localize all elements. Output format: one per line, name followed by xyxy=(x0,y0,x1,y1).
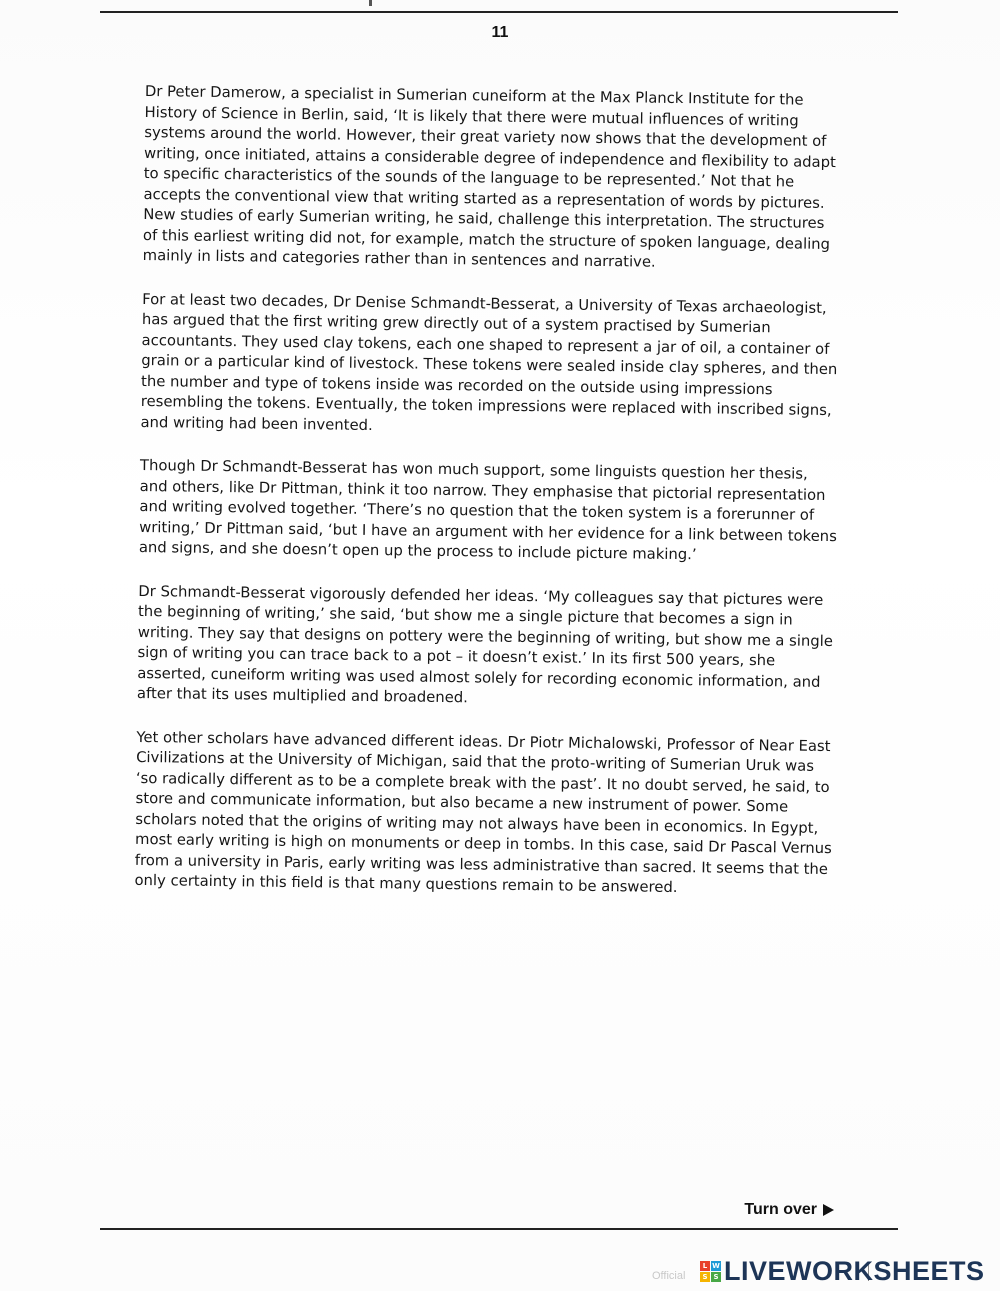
paragraph-damerow: Dr Peter Damerow, a specialist in Sumerian cuneiform at the Max Planck Institute for the History of Science in Berlin, said, ‘It is likely that there were mutual influences of writing systems around the world. However, their great variety now shows that the development of writing, once initiated, attains a considerable degree of independence and flexibility to adapt to specific characteristics of the sounds of the language to be represented.’ Not that he accepts the conventional view that writing started as a representation of words by pictures. New studies of early Sumerian writing, he said, challenge this interpretation. The structures of this earliest writing did not, for example, match the structure of spoken language, dealing mainly in lists and categories rather than in sentences and narrative. xyxy=(142,82,836,271)
footer-faint-text: Official xyxy=(652,1270,686,1282)
paragraph-other-scholars: Yet other scholars have advanced different ideas. Dr Piotr Michalowski, Professor of Near East Civilizations at the University of Michigan, said that the proto-writing of Sumerian Uruk was ‘so radically different as to be a complete break with the past’. It no doubt served, he said, to store and communicate information, but also became a new instrument of power. Some scholars noted that the origins of writing may not always have been in economics. In Egypt, most early writing is high on monuments or deep in tombs. In this case, said Dr Pascal Vernus from a university in Paris, early writing was less administrative than sacred. It seems that the only certainty in this field is that many questions remain to be answered. xyxy=(134,728,832,897)
scan-mark xyxy=(369,0,372,6)
paragraph-schmandt-besserat: For at least two decades, Dr Denise Schmandt-Besserat, a University of Texas archaeologist, has argued that the first writing grew directly out of a system practised by Sumerian accountants. They used clay tokens, each one shaped to represent a jar of oil, a container of grain or a particular kind of livestock. These tokens were sealed inside clay spheres, and then the number and type of tokens inside was recorded on the outside using impressions resembling the tokens. Eventually, the token impressions were replaced with inscribed signs, and writing had been invented. xyxy=(140,290,838,434)
footer-rule xyxy=(100,1228,898,1230)
header-rule xyxy=(100,11,898,13)
liveworksheets-watermark xyxy=(700,1256,985,1287)
turn-over-label: Turn over xyxy=(744,1201,817,1218)
liveworksheets-logo-icon: L W S S xyxy=(700,1261,721,1282)
right-triangle-icon xyxy=(823,1204,834,1216)
turn-over-prompt xyxy=(744,1201,834,1219)
watermark-text: LIVEWORKSHEETS xyxy=(724,1256,985,1286)
paragraph-defence: Dr Schmandt-Besserat vigorously defended her ideas. ‘My colleagues say that pictures were the beginning of writing,’ she said, ‘but show me a single picture that becomes a sign in writing. They say that designs on pottery were the beginning of writing, but show me a single sign of writing you can trace back to a pot – it doesn’t exist.’ In its first 500 years, she asserted, cuneiform writing was used almost solely for recording economic information, and after that its uses multiplied and broadened. xyxy=(136,582,834,707)
article-body xyxy=(134,82,845,924)
paragraph-pittman: Though Dr Schmandt-Besserat has won much support, some linguists question her thesis, and others, like Dr Pittman, think it too narrow. They emphasise that pictorial representation and writing evolved together. ‘There’s no question that the token system is a forerunner of writing,’ Dr Pittman said, ‘but I have an argument with her evidence for a link between tokens and signs, and she doesn’t open up the process to include picture making.’ xyxy=(138,456,837,564)
page-number: 11 xyxy=(491,24,509,41)
